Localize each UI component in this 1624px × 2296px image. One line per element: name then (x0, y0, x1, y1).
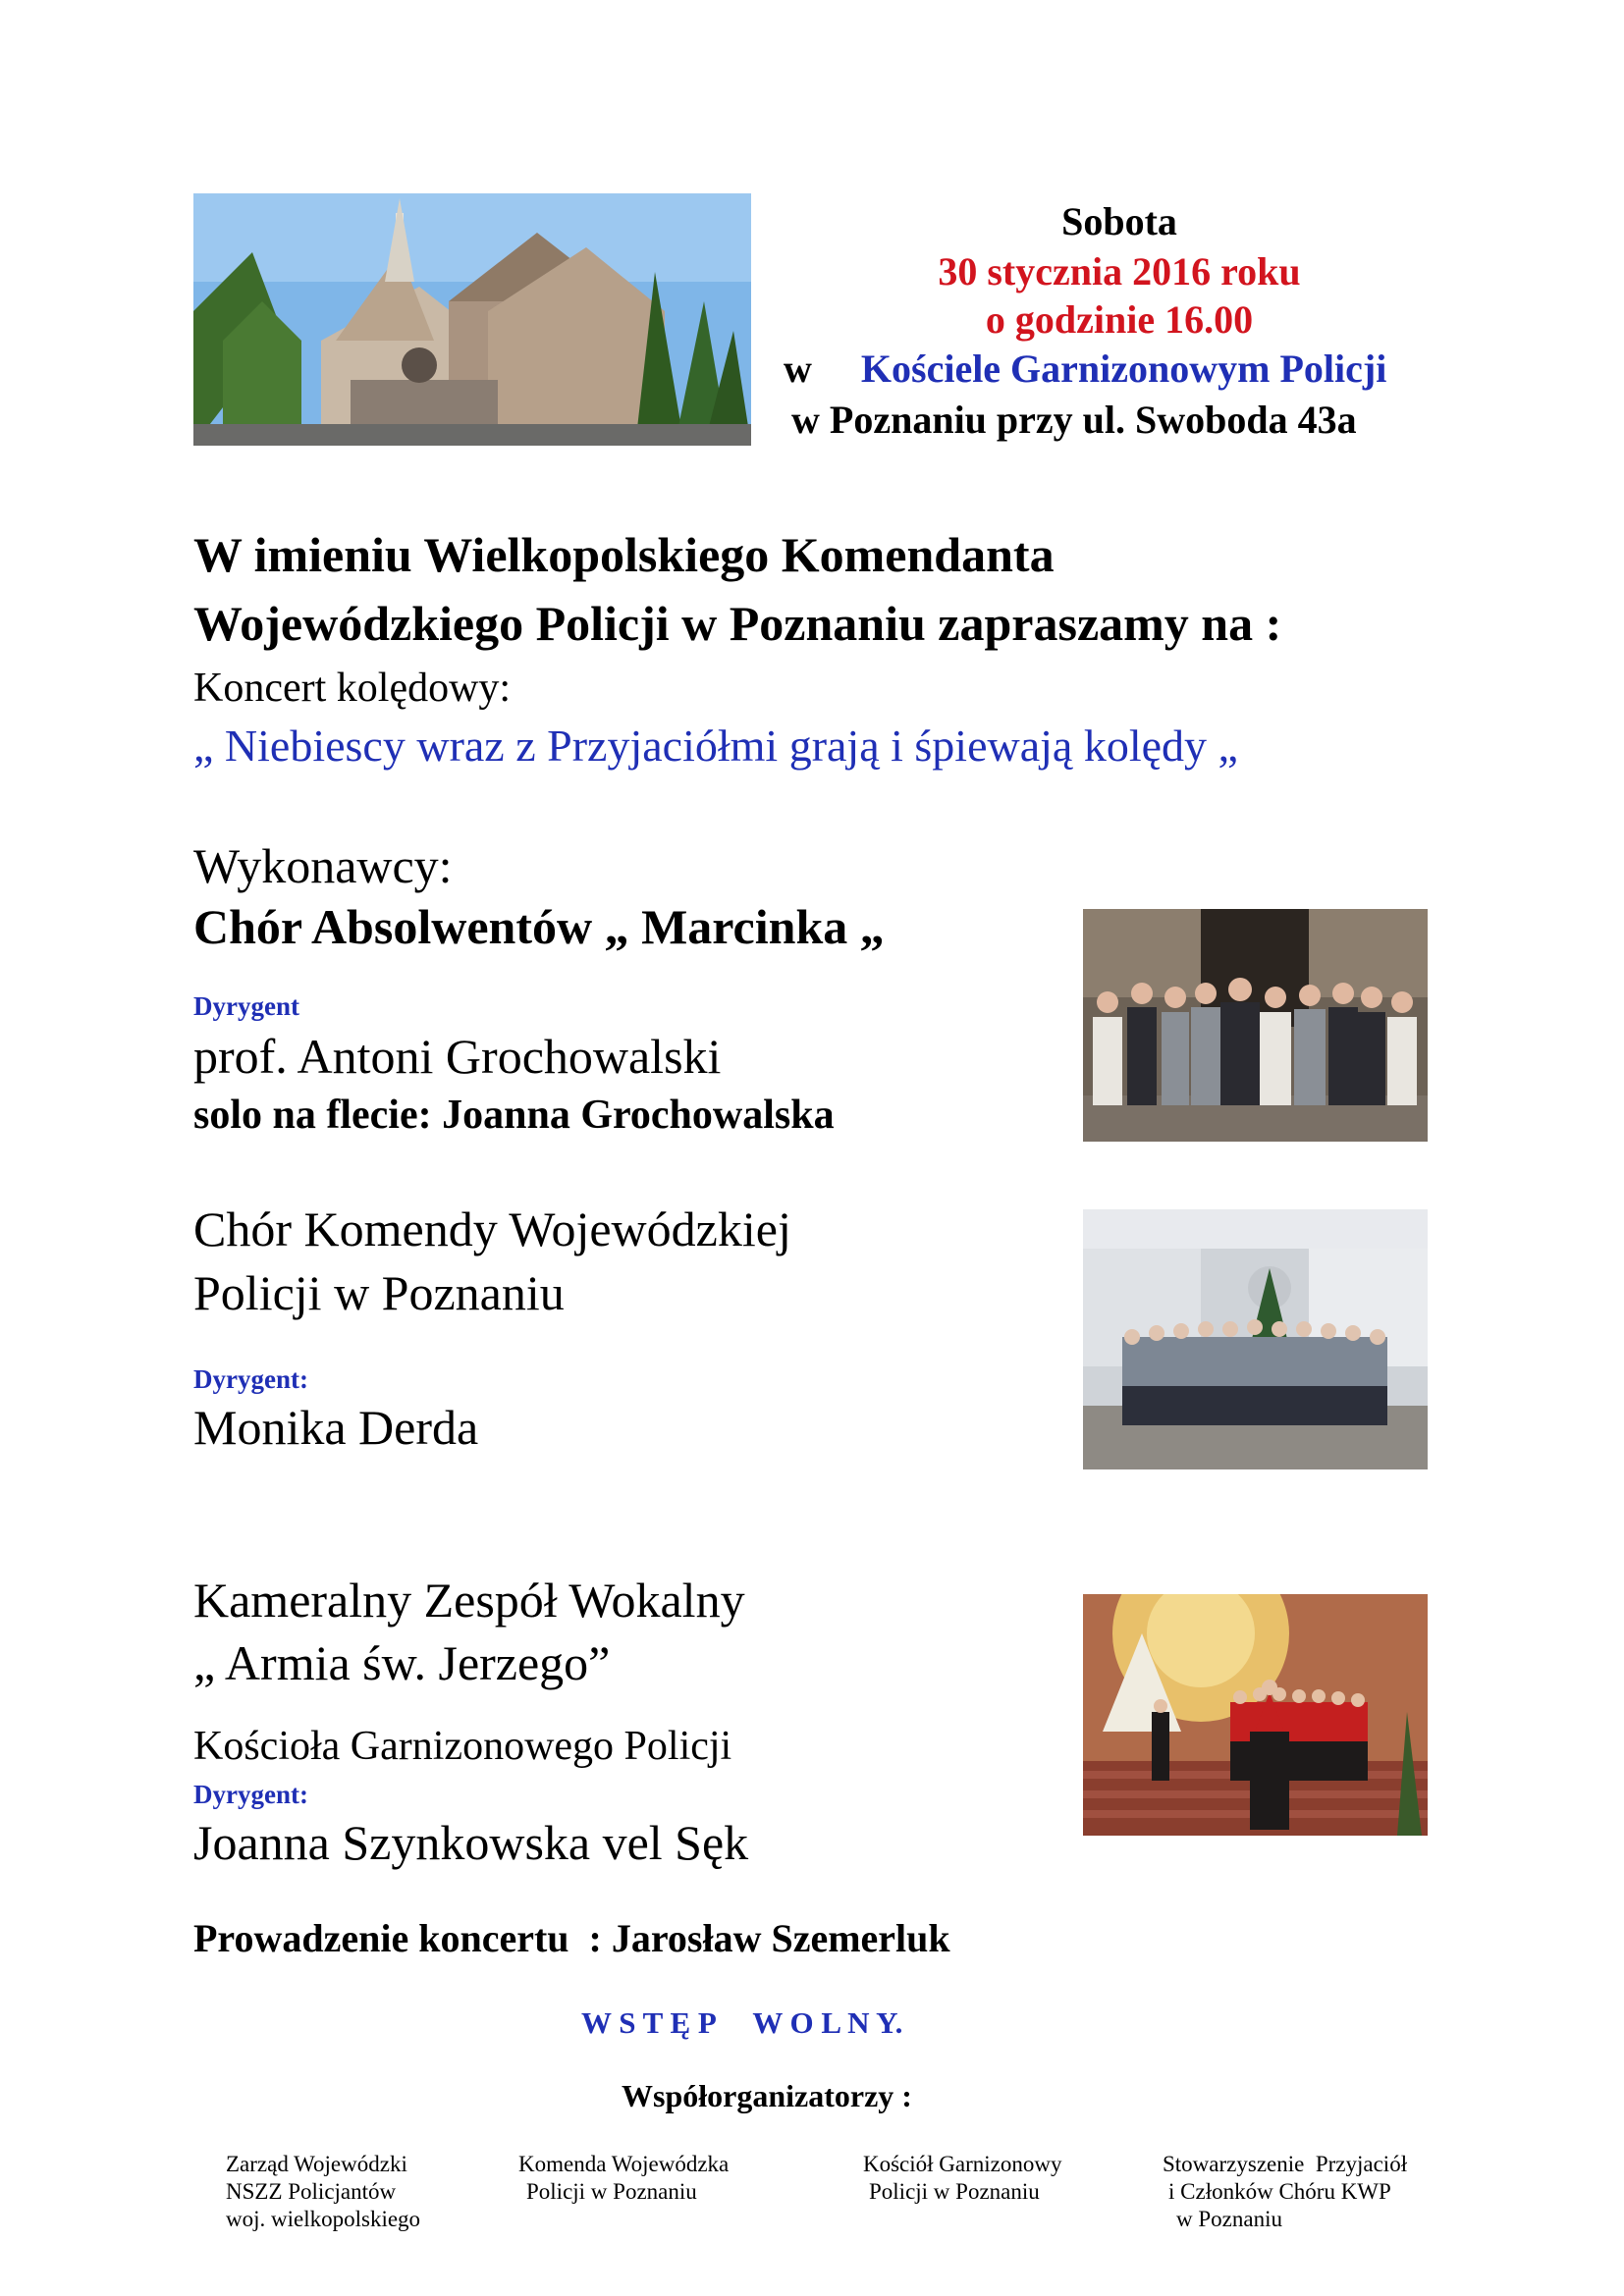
group1-conductor: prof. Antoni Grochowalski (193, 1029, 722, 1084)
group2-conductor-label: Dyrygent: (193, 1364, 308, 1394)
coorganizer-3-line-1: Kościół Garnizonowy (863, 2152, 1062, 2176)
coorganizer-2 (518, 2151, 729, 2206)
event-venue: Kościele Garnizonowym Policji (860, 347, 1387, 391)
concert-host: Prowadzenie koncertu : Jarosław Szemerluk (193, 1916, 950, 1960)
event-date: 30 stycznia 2016 roku (938, 249, 1301, 294)
group3-conductor-label: Dyrygent: (193, 1780, 308, 1809)
coorganizer-4 (1163, 2151, 1407, 2233)
coorganizer-2-line-2: Policji w Poznaniu (526, 2179, 697, 2204)
group1-conductor-label: Dyrygent (193, 991, 299, 1021)
event-address: w Poznaniu przy ul. Swoboda 43a (791, 398, 1357, 442)
event-venue-line (784, 346, 1386, 393)
coorganizer-2-line-1: Komenda Wojewódzka (518, 2152, 730, 2176)
coorganizer-1 (226, 2151, 420, 2233)
group3-conductor: Joanna Szynkowska vel Sęk (193, 1815, 749, 1870)
group1-photo (1083, 909, 1428, 1142)
coorganizers-heading: Współorganizatorzy : (622, 2078, 912, 2113)
event-day: Sobota (1061, 199, 1177, 243)
coorganizer-1-line-2: NSZZ Policjantów (226, 2179, 397, 2204)
coorganizer-3 (863, 2151, 1062, 2206)
group3-name-line3: Kościoła Garnizonowego Policji (193, 1724, 732, 1769)
group3-name-line2: „ Armia św. Jerzego” (193, 1635, 611, 1690)
coorganizer-1-line-1: Zarząd Wojewódzki (226, 2152, 407, 2176)
group3-photo (1083, 1594, 1428, 1836)
group3-name-line1: Kameralny Zespół Wokalny (193, 1573, 745, 1628)
group2-name-line2: Policji w Poznaniu (193, 1265, 565, 1320)
group2-conductor: Monika Derda (193, 1400, 479, 1455)
group2-name-line1: Chór Komendy Wojewódzkiej (193, 1201, 791, 1256)
coorganizer-4-line-2: i Członków Chóru KWP (1168, 2179, 1391, 2204)
invitation-line-1: W imieniu Wielkopolskiego Komendanta (193, 527, 1055, 582)
group1-solo: solo na flecie: Joanna Grochowalska (193, 1093, 835, 1138)
coorganizer-4-line-3: w Poznaniu (1176, 2207, 1282, 2231)
admission-free: W S T Ę P W O L N Y. (581, 2005, 903, 2040)
group2-photo (1083, 1209, 1428, 1469)
invitation-line-2: Wojewódzkiego Policji w Poznaniu zapraszamy na : (193, 596, 1282, 651)
event-time: o godzinie 16.00 (985, 297, 1254, 342)
performers-heading: Wykonawcy: (193, 838, 453, 893)
concert-title: „ Niebiescy wraz z Przyjaciółmi grają i śpiewają kolędy „ (193, 721, 1238, 771)
venue-prefix: w (784, 347, 812, 391)
group1-name: Chór Absolwentów „ Marcinka „ (193, 899, 885, 954)
church-photo (193, 193, 751, 446)
concert-label: Koncert kolędowy: (193, 666, 512, 711)
coorganizer-3-line-2: Policji w Poznaniu (869, 2179, 1040, 2204)
coorganizer-1-line-3: woj. wielkopolskiego (226, 2207, 421, 2231)
coorganizer-4-line-1: Stowarzyszenie Przyjaciół (1163, 2152, 1408, 2176)
